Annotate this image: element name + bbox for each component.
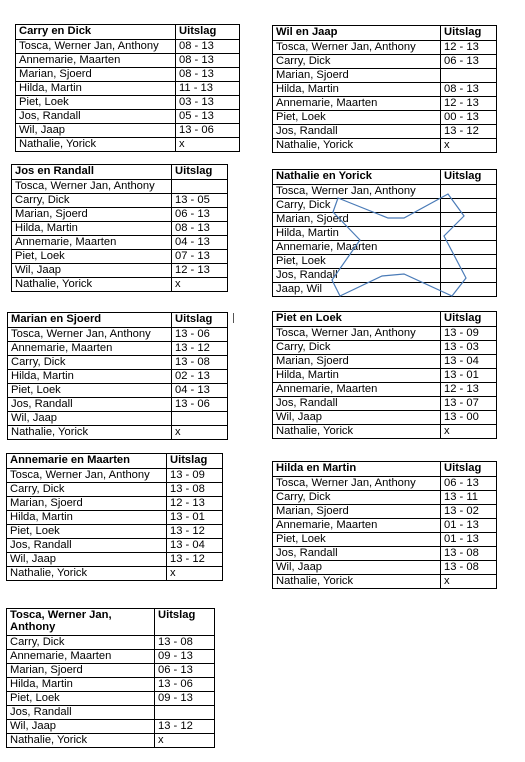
table-header-row bbox=[12, 165, 228, 180]
result-header: Uitslag bbox=[441, 26, 497, 41]
table-title-line1: Tosca, Werner Jan, bbox=[10, 609, 112, 621]
score-cell: 01 - 13 bbox=[441, 519, 497, 533]
score-cell: 13 - 02 bbox=[441, 505, 497, 519]
pair-cell: Nathalie, Yorick bbox=[273, 139, 441, 153]
pair-cell: Carry, Dick bbox=[7, 483, 167, 497]
table-piet-en-loek bbox=[272, 311, 497, 439]
pair-cell: Annemarie, Maarten bbox=[273, 241, 441, 255]
score-cell bbox=[441, 69, 497, 83]
table-hilda-en-martin bbox=[272, 461, 497, 589]
table-annemarie-en-maarten bbox=[6, 453, 223, 581]
result-header: Uitslag bbox=[172, 313, 228, 328]
score-cell: 09 - 13 bbox=[155, 650, 215, 664]
table-row bbox=[7, 483, 223, 497]
score-cell: x bbox=[441, 575, 497, 589]
table-title: Hilda en Martin bbox=[273, 462, 441, 477]
score-cell: 13 - 03 bbox=[441, 341, 497, 355]
table-header-row bbox=[7, 454, 223, 469]
table-row bbox=[8, 426, 228, 440]
table-row bbox=[12, 180, 228, 194]
score-cell: x bbox=[172, 278, 228, 292]
pair-cell: Carry, Dick bbox=[273, 55, 441, 69]
table-row bbox=[273, 227, 497, 241]
table-row bbox=[273, 213, 497, 227]
score-cell: 13 - 12 bbox=[167, 553, 223, 567]
table-row bbox=[273, 55, 497, 69]
result-header: Uitslag bbox=[167, 454, 223, 469]
pair-cell: Annemarie, Maarten bbox=[273, 519, 441, 533]
score-cell: x bbox=[155, 734, 215, 748]
table-row bbox=[273, 255, 497, 269]
table-row bbox=[7, 664, 215, 678]
table-row bbox=[8, 370, 228, 384]
table-header-row bbox=[273, 462, 497, 477]
table-row bbox=[273, 283, 497, 297]
table-row bbox=[8, 356, 228, 370]
table-row bbox=[7, 525, 223, 539]
score-cell: 02 - 13 bbox=[172, 370, 228, 384]
score-cell: 13 - 12 bbox=[155, 720, 215, 734]
score-cell: 13 - 12 bbox=[172, 342, 228, 356]
score-cell: 13 - 08 bbox=[167, 483, 223, 497]
table-title: Jos en Randall bbox=[12, 165, 172, 180]
score-cell: 06 - 13 bbox=[441, 55, 497, 69]
score-cell: 05 - 13 bbox=[176, 110, 240, 124]
table-header-row bbox=[273, 26, 497, 41]
score-cell: 13 - 12 bbox=[167, 525, 223, 539]
table-row bbox=[7, 539, 223, 553]
result-header: Uitslag bbox=[441, 170, 497, 185]
pair-cell: Annemarie, Maarten bbox=[8, 342, 172, 356]
score-cell: 08 - 13 bbox=[176, 54, 240, 68]
pair-cell: Carry, Dick bbox=[12, 194, 172, 208]
table-header-row bbox=[8, 313, 228, 328]
pair-cell: Hilda, Martin bbox=[273, 227, 441, 241]
pair-cell: Piet, Loek bbox=[16, 96, 176, 110]
pair-cell: Hilda, Martin bbox=[7, 678, 155, 692]
score-cell: 13 - 06 bbox=[172, 328, 228, 342]
pair-cell: Hilda, Martin bbox=[273, 83, 441, 97]
table-carry-en-dick bbox=[15, 24, 240, 152]
pair-cell: Tosca, Werner Jan, Anthony bbox=[273, 185, 441, 199]
table-row bbox=[7, 706, 215, 720]
pair-cell: Piet, Loek bbox=[273, 533, 441, 547]
score-cell: 08 - 13 bbox=[441, 83, 497, 97]
pair-cell: Nathalie, Yorick bbox=[16, 138, 176, 152]
table-row bbox=[12, 208, 228, 222]
table-row bbox=[7, 469, 223, 483]
table-row bbox=[7, 553, 223, 567]
pair-cell: Wil, Jaap bbox=[16, 124, 176, 138]
table-row bbox=[8, 384, 228, 398]
score-cell: x bbox=[441, 139, 497, 153]
score-cell bbox=[441, 199, 497, 213]
pair-cell: Tosca, Werner Jan, Anthony bbox=[273, 327, 441, 341]
score-cell: 09 - 13 bbox=[155, 692, 215, 706]
pair-cell: Tosca, Werner Jan, Anthony bbox=[273, 477, 441, 491]
pair-cell: Piet, Loek bbox=[12, 250, 172, 264]
pair-cell: Marian, Sjoerd bbox=[273, 69, 441, 83]
pair-cell: Nathalie, Yorick bbox=[273, 575, 441, 589]
table-row bbox=[273, 397, 497, 411]
score-cell: 13 - 06 bbox=[155, 678, 215, 692]
pair-cell: Wil, Jaap bbox=[273, 561, 441, 575]
pair-cell: Jos, Randall bbox=[273, 269, 441, 283]
score-cell: 08 - 13 bbox=[176, 40, 240, 54]
table-row bbox=[273, 355, 497, 369]
table-title: Piet en Loek bbox=[273, 312, 441, 327]
score-cell bbox=[441, 283, 497, 297]
pair-cell: Piet, Loek bbox=[8, 384, 172, 398]
score-cell: 08 - 13 bbox=[176, 68, 240, 82]
table-row bbox=[7, 650, 215, 664]
table-row bbox=[273, 241, 497, 255]
table-row bbox=[273, 369, 497, 383]
pair-cell: Tosca, Werner Jan, Anthony bbox=[7, 469, 167, 483]
table-row bbox=[273, 83, 497, 97]
pair-cell: Tosca, Werner Jan, Anthony bbox=[273, 41, 441, 55]
table-row bbox=[273, 575, 497, 589]
table-header-row bbox=[273, 170, 497, 185]
table-row bbox=[12, 236, 228, 250]
score-cell bbox=[441, 227, 497, 241]
table-row bbox=[7, 692, 215, 706]
pair-cell: Carry, Dick bbox=[8, 356, 172, 370]
pair-cell: Jos, Randall bbox=[7, 539, 167, 553]
table-row bbox=[7, 497, 223, 511]
table-row bbox=[7, 567, 223, 581]
result-header: Uitslag bbox=[172, 165, 228, 180]
score-cell: x bbox=[441, 425, 497, 439]
score-cell bbox=[441, 185, 497, 199]
pair-cell: Nathalie, Yorick bbox=[12, 278, 172, 292]
score-cell: 13 - 06 bbox=[176, 124, 240, 138]
pair-cell: Wil, Jaap bbox=[12, 264, 172, 278]
pair-cell: Jos, Randall bbox=[16, 110, 176, 124]
score-cell: 12 - 13 bbox=[172, 264, 228, 278]
score-cell: 13 - 09 bbox=[441, 327, 497, 341]
table-title: Carry en Dick bbox=[16, 25, 176, 40]
table-row bbox=[273, 341, 497, 355]
table-row bbox=[16, 82, 240, 96]
score-cell: 07 - 13 bbox=[172, 250, 228, 264]
score-cell: 12 - 13 bbox=[441, 41, 497, 55]
pair-cell: Wil, Jaap bbox=[7, 553, 167, 567]
score-cell: x bbox=[172, 426, 228, 440]
pair-cell: Hilda, Martin bbox=[12, 222, 172, 236]
score-cell: 13 - 06 bbox=[172, 398, 228, 412]
score-cell: 13 - 01 bbox=[441, 369, 497, 383]
score-cell bbox=[441, 269, 497, 283]
table-row bbox=[12, 250, 228, 264]
score-cell: 13 - 00 bbox=[441, 411, 497, 425]
table-row bbox=[12, 278, 228, 292]
score-cell: 04 - 13 bbox=[172, 236, 228, 250]
score-cell bbox=[172, 412, 228, 426]
result-header: Uitslag bbox=[441, 312, 497, 327]
table-row bbox=[16, 40, 240, 54]
table-row bbox=[7, 636, 215, 650]
table-header-row bbox=[16, 25, 240, 40]
table-nathalie-en-yorick bbox=[272, 169, 497, 297]
table-row bbox=[7, 734, 215, 748]
table-row bbox=[273, 411, 497, 425]
score-cell: 03 - 13 bbox=[176, 96, 240, 110]
table-row bbox=[12, 222, 228, 236]
pair-cell: Tosca, Werner Jan, Anthony bbox=[12, 180, 172, 194]
pair-cell: Marian, Sjoerd bbox=[273, 505, 441, 519]
score-cell bbox=[441, 213, 497, 227]
table-row bbox=[273, 519, 497, 533]
result-header: Uitslag bbox=[441, 462, 497, 477]
table-row bbox=[7, 720, 215, 734]
score-cell: 13 - 11 bbox=[441, 491, 497, 505]
pair-cell: Piet, Loek bbox=[7, 525, 167, 539]
table-title: Wil en Jaap bbox=[273, 26, 441, 41]
pair-cell: Hilda, Martin bbox=[7, 511, 167, 525]
table-row bbox=[8, 412, 228, 426]
table-row bbox=[273, 491, 497, 505]
score-cell: 13 - 12 bbox=[441, 125, 497, 139]
pair-cell: Tosca, Werner Jan, Anthony bbox=[8, 328, 172, 342]
score-cell bbox=[441, 241, 497, 255]
table-row bbox=[273, 97, 497, 111]
score-cell: 13 - 09 bbox=[167, 469, 223, 483]
table-row bbox=[273, 561, 497, 575]
score-cell: 13 - 08 bbox=[441, 547, 497, 561]
pair-cell: Wil, Jaap bbox=[273, 411, 441, 425]
table-row bbox=[273, 139, 497, 153]
table-title bbox=[7, 609, 155, 636]
score-cell: 12 - 13 bbox=[441, 97, 497, 111]
table-row bbox=[8, 328, 228, 342]
table-row bbox=[16, 68, 240, 82]
pair-cell: Marian, Sjoerd bbox=[273, 355, 441, 369]
table-row bbox=[273, 327, 497, 341]
score-cell: 06 - 13 bbox=[155, 664, 215, 678]
pair-cell: Nathalie, Yorick bbox=[273, 425, 441, 439]
pair-cell: Piet, Loek bbox=[273, 111, 441, 125]
score-cell bbox=[172, 180, 228, 194]
table-header-row bbox=[7, 609, 215, 636]
pair-cell: Hilda, Martin bbox=[16, 82, 176, 96]
table-row bbox=[12, 194, 228, 208]
table-row bbox=[16, 96, 240, 110]
score-cell: 13 - 08 bbox=[155, 636, 215, 650]
pair-cell: Nathalie, Yorick bbox=[7, 734, 155, 748]
pair-cell: Nathalie, Yorick bbox=[8, 426, 172, 440]
score-cell: 01 - 13 bbox=[441, 533, 497, 547]
score-cell: 13 - 07 bbox=[441, 397, 497, 411]
pair-cell: Marian, Sjoerd bbox=[7, 497, 167, 511]
pair-cell: Carry, Dick bbox=[7, 636, 155, 650]
score-cell: 11 - 13 bbox=[176, 82, 240, 96]
pair-cell: Jos, Randall bbox=[7, 706, 155, 720]
pair-cell: Marian, Sjoerd bbox=[7, 664, 155, 678]
table-title: Nathalie en Yorick bbox=[273, 170, 441, 185]
score-cell: 12 - 13 bbox=[167, 497, 223, 511]
result-header: Uitslag bbox=[176, 25, 240, 40]
score-cell: 13 - 04 bbox=[441, 355, 497, 369]
score-cell: 13 - 01 bbox=[167, 511, 223, 525]
pair-cell: Wil, Jaap bbox=[7, 720, 155, 734]
score-cell bbox=[441, 255, 497, 269]
table-wil-en-jaap bbox=[272, 25, 497, 153]
table-row bbox=[16, 138, 240, 152]
pair-cell: Carry, Dick bbox=[273, 491, 441, 505]
table-row bbox=[273, 125, 497, 139]
pair-cell: Carry, Dick bbox=[273, 199, 441, 213]
score-cell bbox=[155, 706, 215, 720]
score-cell: 12 - 13 bbox=[441, 383, 497, 397]
pair-cell: Annemarie, Maarten bbox=[273, 97, 441, 111]
score-cell: 08 - 13 bbox=[172, 222, 228, 236]
table-row bbox=[273, 425, 497, 439]
table-row bbox=[8, 398, 228, 412]
table-row bbox=[16, 124, 240, 138]
table-row bbox=[16, 110, 240, 124]
score-cell: 13 - 08 bbox=[172, 356, 228, 370]
pair-cell: Nathalie, Yorick bbox=[7, 567, 167, 581]
score-cell: x bbox=[167, 567, 223, 581]
table-row bbox=[7, 678, 215, 692]
table-title-line2: Anthony bbox=[10, 621, 56, 633]
table-row bbox=[7, 511, 223, 525]
pair-cell: Wil, Jaap bbox=[8, 412, 172, 426]
table-row bbox=[16, 54, 240, 68]
pair-cell: Jos, Randall bbox=[273, 547, 441, 561]
pair-cell: Piet, Loek bbox=[273, 255, 441, 269]
table-row bbox=[273, 69, 497, 83]
table-row bbox=[273, 477, 497, 491]
pair-cell: Jos, Randall bbox=[273, 125, 441, 139]
table-marian-en-sjoerd bbox=[7, 312, 228, 440]
pair-cell: Hilda, Martin bbox=[273, 369, 441, 383]
pair-cell: Carry, Dick bbox=[273, 341, 441, 355]
pair-cell: Jos, Randall bbox=[273, 397, 441, 411]
pair-cell: Annemarie, Maarten bbox=[273, 383, 441, 397]
pair-cell: Hilda, Martin bbox=[8, 370, 172, 384]
score-cell: 13 - 04 bbox=[167, 539, 223, 553]
table-row bbox=[273, 269, 497, 283]
score-cell: 06 - 13 bbox=[172, 208, 228, 222]
table-title: Annemarie en Maarten bbox=[7, 454, 167, 469]
table-row bbox=[273, 547, 497, 561]
pair-cell: Marian, Sjoerd bbox=[273, 213, 441, 227]
score-cell: 00 - 13 bbox=[441, 111, 497, 125]
table-row bbox=[273, 41, 497, 55]
pair-cell: Marian, Sjoerd bbox=[16, 68, 176, 82]
score-cell: 06 - 13 bbox=[441, 477, 497, 491]
pair-cell: Marian, Sjoerd bbox=[12, 208, 172, 222]
pair-cell: Annemarie, Maarten bbox=[12, 236, 172, 250]
table-row bbox=[273, 199, 497, 213]
table-row bbox=[273, 185, 497, 199]
table-row bbox=[12, 264, 228, 278]
table-header-row bbox=[273, 312, 497, 327]
pair-cell: Jaap, Wil bbox=[273, 283, 441, 297]
table-tosca-werner-jan-anthony bbox=[6, 608, 215, 748]
score-cell: 13 - 05 bbox=[172, 194, 228, 208]
result-header: Uitslag bbox=[155, 609, 215, 636]
text-cursor bbox=[233, 313, 234, 323]
pair-cell: Tosca, Werner Jan, Anthony bbox=[16, 40, 176, 54]
pair-cell: Jos, Randall bbox=[8, 398, 172, 412]
table-row bbox=[273, 505, 497, 519]
table-jos-en-randall bbox=[11, 164, 228, 292]
table-row bbox=[273, 533, 497, 547]
score-cell: 13 - 08 bbox=[441, 561, 497, 575]
table-title: Marian en Sjoerd bbox=[8, 313, 172, 328]
table-row bbox=[8, 342, 228, 356]
score-cell: 04 - 13 bbox=[172, 384, 228, 398]
pair-cell: Piet, Loek bbox=[7, 692, 155, 706]
table-row bbox=[273, 111, 497, 125]
table-row bbox=[273, 383, 497, 397]
pair-cell: Annemarie, Maarten bbox=[7, 650, 155, 664]
score-cell: x bbox=[176, 138, 240, 152]
pair-cell: Annemarie, Maarten bbox=[16, 54, 176, 68]
